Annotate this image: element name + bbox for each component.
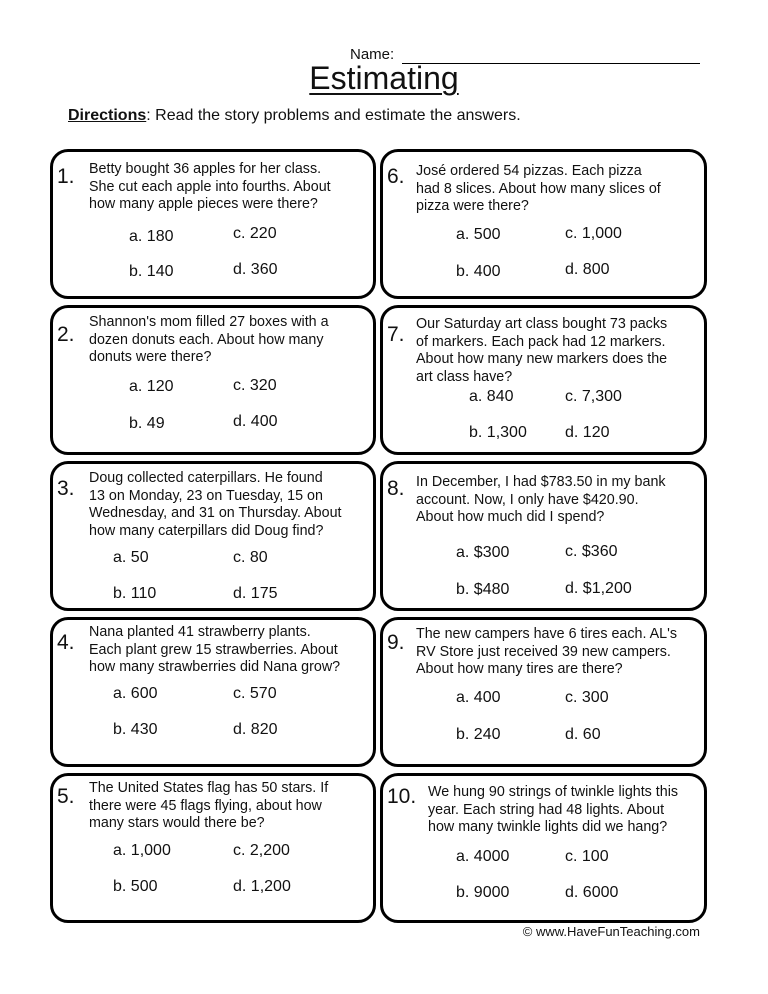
footer-credit[interactable]: © www.HaveFunTeaching.com (522, 924, 700, 939)
option-b[interactable]: b. 430 (113, 721, 158, 738)
option-d[interactable]: d. 400 (233, 413, 278, 430)
option-a[interactable]: a. 180 (129, 228, 174, 245)
problem-number: 4. (57, 631, 75, 654)
option-b[interactable]: b. 1,300 (469, 424, 527, 441)
directions (68, 107, 521, 125)
problem-number: 6. (387, 165, 405, 188)
option-b[interactable]: b. $480 (456, 581, 510, 598)
problem-number: 3. (57, 477, 75, 500)
option-a[interactable]: a. 1,000 (113, 842, 171, 859)
problem-text: The United States flag has 50 stars. If there were 45 flags flying, about how many stars would there be? (89, 780, 329, 831)
option-c[interactable]: c. 2,200 (233, 842, 290, 859)
option-a[interactable]: a. 840 (469, 388, 514, 405)
problem-card-7 (380, 305, 707, 455)
option-c[interactable]: c. 100 (565, 848, 609, 865)
directions-text: : Read the story problems and estimate the answers. (146, 107, 521, 124)
option-d[interactable]: d. $1,200 (565, 580, 632, 597)
problem-number: 1. (57, 165, 75, 188)
option-b[interactable]: b. 140 (129, 263, 174, 280)
problem-number: 2. (57, 323, 75, 346)
option-a[interactable]: a. 50 (113, 549, 149, 566)
option-d[interactable]: d. 60 (565, 726, 601, 743)
option-c[interactable]: c. 570 (233, 685, 277, 702)
problem-card-8 (380, 461, 707, 611)
problem-text: Betty bought 36 apples for her class. She cut each apple into fourths. About how many apple pieces were there? (89, 161, 331, 212)
option-c[interactable]: c. 220 (233, 225, 277, 242)
option-b[interactable]: b. 400 (456, 263, 501, 280)
problem-text: Doug collected caterpillars. He found 13 on Monday, 23 on Tuesday, 15 on Wednesday, and 31 on Thursday. About how many caterpillars did Doug find? (89, 470, 342, 539)
option-d[interactable]: d. 800 (565, 261, 610, 278)
problem-card-6 (380, 149, 707, 299)
problem-card-5 (50, 773, 376, 923)
problem-number: 7. (387, 323, 405, 346)
problem-number: 9. (387, 631, 405, 654)
page-title: Estimating (309, 60, 459, 96)
problem-text: José ordered 54 pizzas. Each pizza had 8 slices. About how many slices of pizza were there? (416, 163, 661, 214)
option-a[interactable]: a. 500 (456, 226, 501, 243)
problem-text: Nana planted 41 strawberry plants. Each plant grew 15 strawberries. About how many strawberries did Nana grow? (89, 624, 341, 675)
problem-card-4 (50, 617, 376, 767)
option-a[interactable]: a. 4000 (456, 848, 510, 865)
option-a[interactable]: a. 600 (113, 685, 158, 702)
option-d[interactable]: d. 6000 (565, 884, 619, 901)
problem-text: The new campers have 6 tires each. AL's RV Store just received 39 new campers. About how many tires are there? (416, 626, 678, 677)
option-d[interactable]: d. 120 (565, 424, 610, 441)
option-b[interactable]: b. 9000 (456, 884, 510, 901)
problem-number: 5. (57, 785, 75, 808)
option-a[interactable]: a. 400 (456, 689, 501, 706)
option-d[interactable]: d. 1,200 (233, 878, 291, 895)
option-c[interactable]: c. 80 (233, 549, 268, 566)
problem-text: In December, I had $783.50 in my bank account. Now, I only have $420.90. About how much did I spend? (416, 474, 666, 525)
option-a[interactable]: a. 120 (129, 378, 174, 395)
option-c[interactable]: c. 7,300 (565, 388, 622, 405)
problem-text: Our Saturday art class bought 73 packs of markers. Each pack had 12 markers. About how many new markers does the art class have? (416, 316, 668, 385)
option-d[interactable]: d. 820 (233, 721, 278, 738)
problem-card-3 (50, 461, 376, 611)
option-d[interactable]: d. 175 (233, 585, 278, 602)
problem-number: 8. (387, 477, 405, 500)
option-c[interactable]: c. 320 (233, 377, 277, 394)
problem-text: We hung 90 strings of twinkle lights this year. Each string had 48 lights. About how many twinkle lights did we hang? (428, 784, 679, 835)
problem-text: Shannon's mom filled 27 boxes with a dozen donuts each. About how many donuts were there? (89, 314, 329, 365)
problem-number: 10. (387, 785, 417, 808)
option-b[interactable]: b. 110 (113, 585, 157, 602)
problem-card-9 (380, 617, 707, 767)
problem-card-1 (50, 149, 376, 299)
name-label: Name: (350, 46, 395, 63)
option-c[interactable]: c. 300 (565, 689, 609, 706)
option-d[interactable]: d. 360 (233, 261, 278, 278)
option-c[interactable]: c. $360 (565, 543, 618, 560)
option-b[interactable]: b. 49 (129, 415, 165, 432)
option-b[interactable]: b. 240 (456, 726, 501, 743)
option-b[interactable]: b. 500 (113, 878, 158, 895)
option-a[interactable]: a. $300 (456, 544, 510, 561)
directions-label: Directions (68, 107, 147, 124)
option-c[interactable]: c. 1,000 (565, 225, 622, 242)
problem-card-2 (50, 305, 376, 455)
problem-card-10 (380, 773, 707, 923)
